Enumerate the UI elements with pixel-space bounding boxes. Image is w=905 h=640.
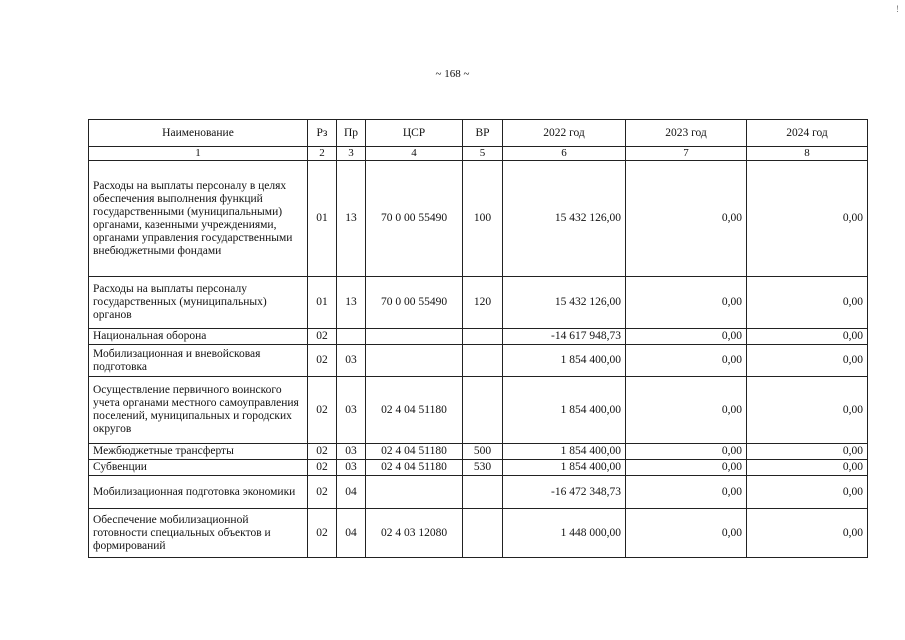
row-2022: 1 448 000,00	[503, 509, 626, 558]
column-number: 4	[366, 147, 463, 161]
row-rz: 02	[308, 329, 337, 345]
row-csr: 02 4 04 51180	[366, 377, 463, 444]
table-row	[89, 377, 868, 444]
row-vr	[463, 377, 503, 444]
row-csr: 02 4 03 12080	[366, 509, 463, 558]
row-vr: 100	[463, 161, 503, 277]
row-csr: 02 4 04 51180	[366, 460, 463, 476]
header-csr: ЦСР	[366, 120, 463, 147]
table-row	[89, 277, 868, 329]
row-2022: 1 854 400,00	[503, 345, 626, 377]
row-2022: 15 432 126,00	[503, 277, 626, 329]
row-2023: 0,00	[626, 460, 747, 476]
column-number: 6	[503, 147, 626, 161]
row-2023: 0,00	[626, 345, 747, 377]
budget-table	[88, 119, 868, 558]
row-name: Осуществление первичного воинского учета органами местного самоуправления поселений, муниципальных и городских округов	[89, 377, 308, 444]
row-2023: 0,00	[626, 509, 747, 558]
row-2024: 0,00	[747, 277, 868, 329]
row-vr	[463, 345, 503, 377]
table-row	[89, 444, 868, 460]
row-name: Субвенции	[89, 460, 308, 476]
row-pr: 04	[337, 476, 366, 509]
row-name: Расходы на выплаты персоналу в целях обеспечения выполнения функций государственными (муниципальными) органами, казенными учреждениями, органами управления государственными внебюджетными фондами	[89, 161, 308, 277]
row-pr: 13	[337, 277, 366, 329]
table-row	[89, 476, 868, 509]
row-csr: 70 0 00 55490	[366, 277, 463, 329]
column-number: 7	[626, 147, 747, 161]
row-2023: 0,00	[626, 277, 747, 329]
header-vr: ВР	[463, 120, 503, 147]
page-number: ~ 168 ~	[435, 68, 470, 80]
table-row	[89, 345, 868, 377]
row-pr: 13	[337, 161, 366, 277]
row-2023: 0,00	[626, 161, 747, 277]
row-csr	[366, 345, 463, 377]
row-rz: 02	[308, 377, 337, 444]
row-2022: 1 854 400,00	[503, 460, 626, 476]
row-vr: 120	[463, 277, 503, 329]
row-2022: -14 617 948,73	[503, 329, 626, 345]
row-2024: 0,00	[747, 444, 868, 460]
header-2024: 2024 год	[747, 120, 868, 147]
row-rz: 01	[308, 277, 337, 329]
row-csr	[366, 476, 463, 509]
row-vr: 530	[463, 460, 503, 476]
row-csr: 70 0 00 55490	[366, 161, 463, 277]
table-row	[89, 460, 868, 476]
row-vr	[463, 509, 503, 558]
row-name: Мобилизационная подготовка экономики	[89, 476, 308, 509]
row-2024: 0,00	[747, 476, 868, 509]
row-csr: 02 4 04 51180	[366, 444, 463, 460]
row-pr	[337, 329, 366, 345]
row-rz: 02	[308, 509, 337, 558]
row-name: Мобилизационная и вневойсковая подготовка	[89, 345, 308, 377]
row-pr: 04	[337, 509, 366, 558]
row-vr	[463, 476, 503, 509]
row-vr	[463, 329, 503, 345]
row-2024: 0,00	[747, 329, 868, 345]
row-name: Расходы на выплаты персоналу государственных (муниципальных) органов	[89, 277, 308, 329]
row-pr: 03	[337, 377, 366, 444]
table-row	[89, 329, 868, 345]
row-pr: 03	[337, 345, 366, 377]
column-number-row	[89, 147, 868, 161]
row-rz: 02	[308, 476, 337, 509]
row-rz: 02	[308, 460, 337, 476]
header-rz: Рз	[308, 120, 337, 147]
row-2023: 0,00	[626, 377, 747, 444]
row-2023: 0,00	[626, 444, 747, 460]
table-row	[89, 509, 868, 558]
row-rz: 02	[308, 444, 337, 460]
table-row	[89, 161, 868, 277]
row-rz: 01	[308, 161, 337, 277]
corner-mark: !	[896, 4, 899, 14]
row-2024: 0,00	[747, 161, 868, 277]
row-2022: -16 472 348,73	[503, 476, 626, 509]
row-2023: 0,00	[626, 329, 747, 345]
row-name: Межбюджетные трансферты	[89, 444, 308, 460]
row-vr: 500	[463, 444, 503, 460]
row-rz: 02	[308, 345, 337, 377]
column-number: 1	[89, 147, 308, 161]
row-2023: 0,00	[626, 476, 747, 509]
row-2024: 0,00	[747, 377, 868, 444]
row-2024: 0,00	[747, 345, 868, 377]
row-csr	[366, 329, 463, 345]
row-2024: 0,00	[747, 509, 868, 558]
column-number: 3	[337, 147, 366, 161]
header-2022: 2022 год	[503, 120, 626, 147]
row-2022: 1 854 400,00	[503, 444, 626, 460]
row-name: Национальная оборона	[89, 329, 308, 345]
header-2023: 2023 год	[626, 120, 747, 147]
column-number: 2	[308, 147, 337, 161]
row-2024: 0,00	[747, 460, 868, 476]
row-2022: 1 854 400,00	[503, 377, 626, 444]
header-pr: Пр	[337, 120, 366, 147]
row-pr: 03	[337, 444, 366, 460]
column-number: 5	[463, 147, 503, 161]
header-row	[89, 120, 868, 147]
row-name: Обеспечение мобилизационной готовности специальных объектов и формирований	[89, 509, 308, 558]
column-number: 8	[747, 147, 868, 161]
row-2022: 15 432 126,00	[503, 161, 626, 277]
row-pr: 03	[337, 460, 366, 476]
header-name: Наименование	[89, 120, 308, 147]
